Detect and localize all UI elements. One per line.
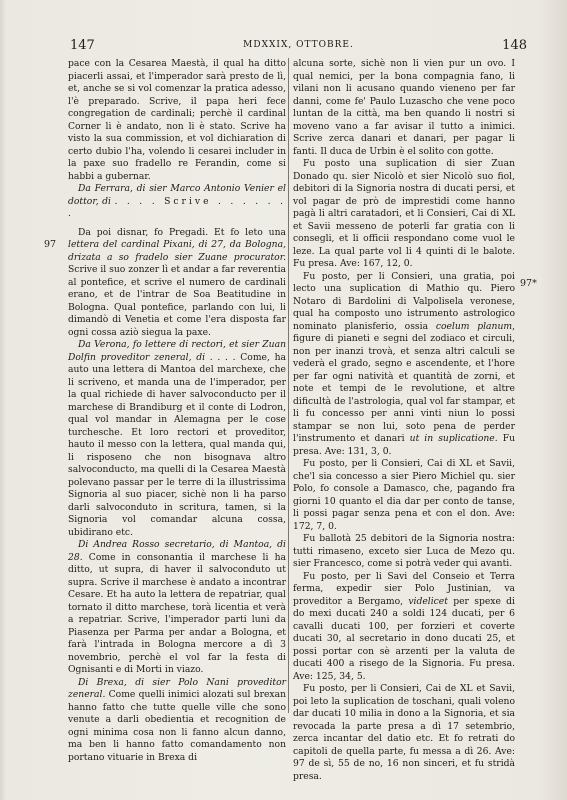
paragraph: Fu posto, per li Consieri, una gratia, poi lecto una suplication di Mathio qu. Piero Notaro di Bardolini di Valpolisela veronese, qual ha composto uno istrumento astrologico nominato planisferio, ossia coelum planum, figure di pianeti e segni del zodiaco et circuli, non per inanzi trovà, et senza altri calculi se vederà el grado, segno e ascendente, et l'hore per far ogni natività et quantità de zorni, et note et tempi de le revolutione, et altre dificultà de l'astrologia, qual vol far stampar, et li fu concesso per anni vinti niun lo possi stampar se non lui, soto pena de perder l'instrumento et danari ut in suplicatione. Fu presa. Ave: 131, 3, 0. [293, 270, 516, 457]
margin-number-left: 97 [44, 239, 57, 250]
paragraph: Di Andrea Rosso secretario, di Mantoa, di 28. Come in consonantia il marchese li ha ditto, ut supra, di haver il salvoconduto ut supra. Scrive il marchese è andato a incontrar Cesare. Et ha auto la lettera de repatriar, qual tornato il ditto marchese, torà licentia et verà a repatriar. Scrive, l'imperador parti luni da Piasenza per Parma per andar a Bologna, et farà l'intrada in Bologna mercore a dì 3 novembrio, perchè el vol far la festa di Ognisanti e di Morti in viazo. [68, 539, 286, 675]
paragraph: Fu posto, per li Savi del Conseio et Terra ferma, expedir sier Polo Justinian, va proveditor a Bergamo, videlicet per spexe di do mexi ducati 240 a soldi 124 ducati, per 6 cavalli ducati 100, per forzieri et coverte ducati 30, al secretario in dono ducati 25, et possi portar con sè arzenti per la valuta de ducati 400 a risego de la Signoria. Fu presa. Ave: 125, 34, 5. [293, 570, 515, 682]
page-number-right: 148 [502, 38, 527, 53]
paragraph: Fu ballotà 25 debitori de la Signoria nostra: tutti rimaseno, exceto sier Luca de Mezo qu. sier Francesco, come si potrà veder qui avanti. [293, 533, 515, 569]
page-header [70, 38, 527, 56]
paragraph: Fu posto, per li Consieri, Cai di XL et Savii, che'l sia concesso a sier Piero Michiel qu. sier Polo, fo console a Damasco, che, pagando fra giorni 10 quanto el dia dar per conto de tanse, li possi pagar senza pena et con el don. Ave: 172, 7, 0. [293, 458, 515, 532]
right-column [293, 58, 515, 783]
page-number-left: 147 [70, 38, 95, 53]
paragraph: pace con la Cesarea Maestà, il qual ha ditto piacerli assai, et l'imperador sarà presto de lì, et, anche se si vol comenzar la pratica adesso, l'è preparado. Scrive, il papa heri fece congregation de cardinali; perchè il cardinal Corner li è andato, non li è stato. Scrive ha visto la sua commission, et vol dichiaration di certo dubio l'ha, volendo li cesarei includer in la paxe suo fradello re Ferandin, come si habbi a gubernar. [68, 58, 286, 182]
paragraph: alcuna sorte, sichè non li vien pur un ovo. I qual nemici, per la bona compagnia fano, li vilani non li acusano quando vieneno per far danni, come fe' Paulo Luzascho che vene poco luntan de la città, ma ben quando li nostri si moveno vano a far avisar il tutto a inimici. Scrive zerca danari et danari, per pagar li fanti. Il duca de Urbin è el solito con gotte. [293, 58, 515, 157]
paragraph: Da Ferrara, di sier Marco Antonio Venier el dottor, di . . . . Scrive . . . . . . . [68, 183, 287, 219]
paragraph: Di Brexa, di sier Polo Nani proveditor zeneral. Come quelli inimici alozati sul brexan hanno fatto che tutte quelle ville che sono venute a darli obedientia et recognition de ogni minima cosa non li fanno alcun danno, ma ben li hanno fatto comandamento non portano vituarie in Brexa di [68, 676, 286, 763]
paragraph: Da poi disnar, fo Pregadi. Et fo leto una lettera del cardinal Pixani, di 27, da Bologna, drizata a so fradelo sier Zuane procurator. Scrive il suo zonzer lì et andar a far reverentia al pontefice, et scrive el numero de cardinali erano, et de l'intrar de Soa Beatitudine in Bologna. Qual pontefice, parlando con lui, li dimandò di Venetia et come l'era disposta far ogni cossa aziò siegua la paxe. [68, 226, 286, 338]
paragraph: Fu posto una suplication di sier Zuan Donado qu. sier Nicolò et sier Nicolò suo fiol, debitori di la Signoria nostra di ducati persi, et vol pagar de prò de imprestidi come hanno pagà li altri caratadori, et li Consieri, Cai di XL et Savii messeno de poterli far gratia con li consegli, et li officii respondano come vuol le leze. La qual parte vol li 4 quinti di le balote. Fu presa. Ave: 167, 12, 0. [293, 158, 515, 269]
paragraph: Fu posto, per li Consieri, Cai de XL et Savii, poi leto la suplication de toschani, quali voleno dar ducati 10 milia in dono a la Signoria, et sia revocada la parte presa a dì 17 setembrio, zerca incantar del datio etc. Et fo retrati do capitoli de quella parte, fu messa a dì 26. Ave: 97 de sì, 55 de no, 16 non sinceri, et fu stridà presa. [293, 683, 515, 782]
paragraph: Da Verona, fo lettere di rectori, et sier Zuan Dolfin proveditor zeneral, di . . . . Come, ha auto una lettera di Mantoa del marchexe, che li scriveno, et manda una de l'imperador, per la qual richiede di haver salvoconducto per il marchese di Brandiburg et il conte di Lodron, qual vol mandar in Alemagna per le cose turchesche. Et loro rectori et proveditor, hauto il messo con la lettera, qual manda qui, li risposeno che non bisognava altro salvoconducto, ma quelli di la Cesarea Maestà polevano passar per le terre di la illustrissima Signoria al suo piacer, sichè non li ha parso darli salvoconduto in scritura, tamen, si la Signoria vol comandar alcuna cossa, ubidirano etc. [68, 339, 286, 538]
margin-number-right: 97* [520, 278, 537, 289]
italic-heading: Da Ferrara, di sier Marco Antonio Venier el dottor, di [68, 183, 286, 207]
column-divider [288, 58, 289, 713]
left-column [68, 58, 286, 764]
running-title: MDXXIX, OTTOBRE. [243, 40, 354, 50]
